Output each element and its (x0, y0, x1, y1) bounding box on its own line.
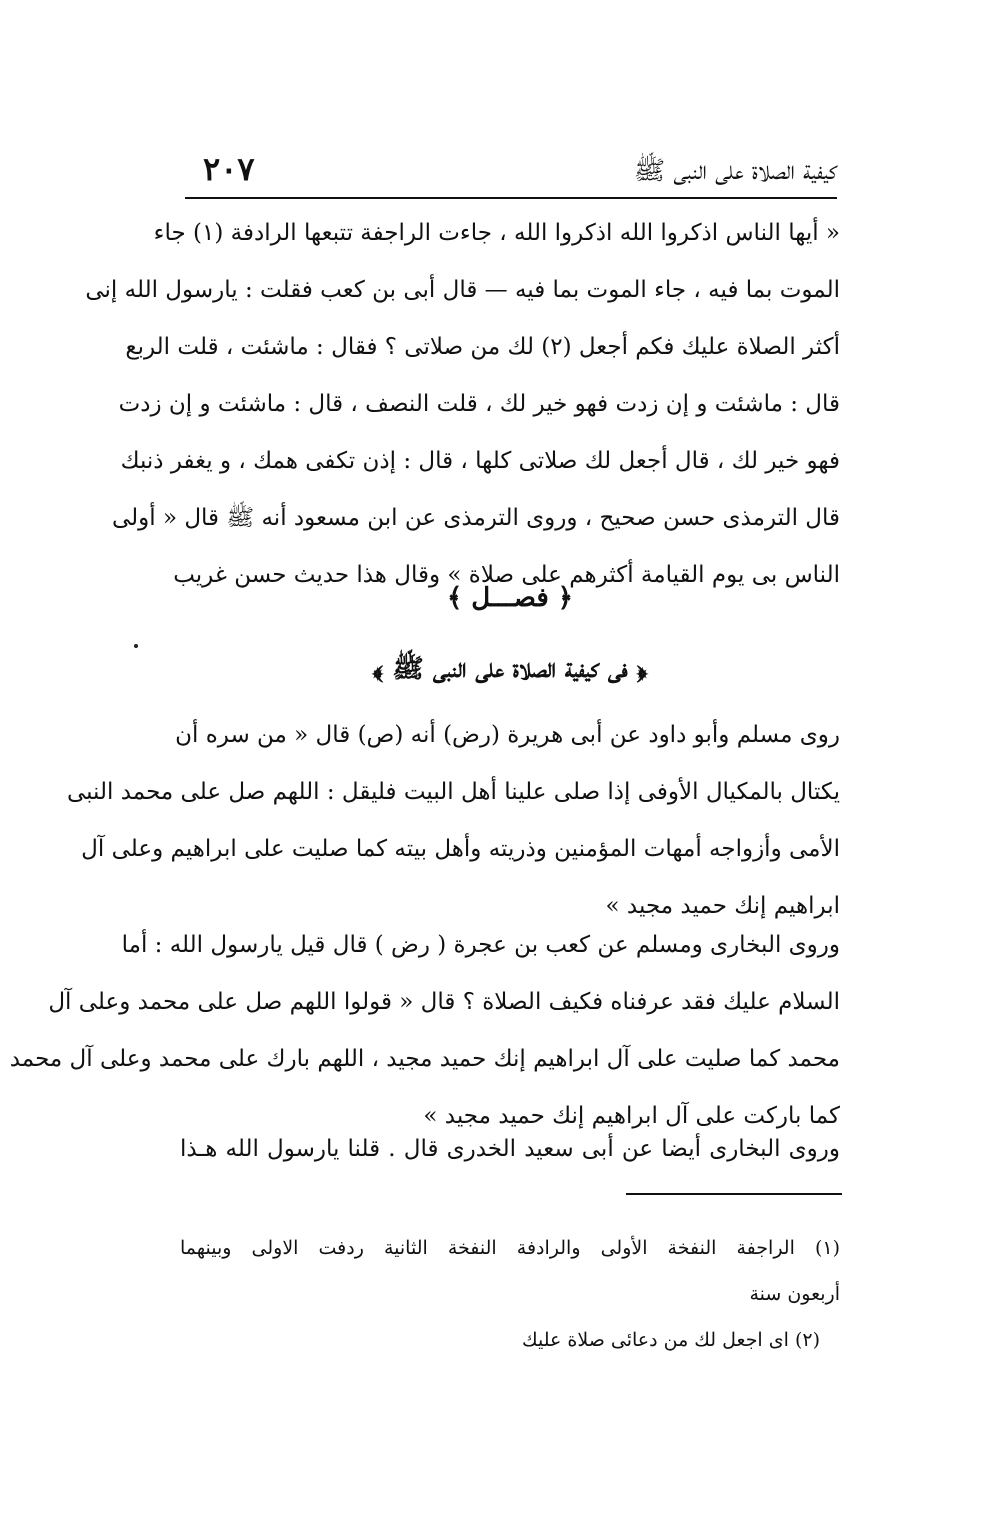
text-line: يكتال بالمكيال الأوفى إذا صلى علينا أهل البيت فليقل : اللهم صل على محمد النبى (66, 779, 840, 805)
paragraph-2 (66, 707, 840, 935)
text-line: وروى البخارى ومسلم عن كعب بن عجرة ( رض ) قال قيل يارسول الله : أما (121, 932, 840, 958)
text-line: الموت بما فيه ، جاء الموت بما فيه — قال أبى بن كعب فقلت : يارسول الله إنى (85, 277, 840, 303)
text-line: قال الترمذى حسن صحيح ، وروى الترمذى عن ابن مسعود أنه ﷺ قال « أولى (111, 505, 840, 531)
text-line: محمد كما صليت على آل ابراهيم إنك حميد مجيد ، اللهم بارك على محمد وعلى آل محمد (9, 1046, 840, 1072)
text-line: وروى البخارى أيضا عن أبى سعيد الخدرى قال . قلنا يارسول الله هـذا (180, 1136, 840, 1162)
paragraph-4 (180, 1121, 840, 1178)
paragraph-3 (9, 917, 840, 1145)
text-line: الأمى وأزواجه أمهات المؤمنين وذريته وأهل بيته كما صليت على ابراهيم وعلى آل (81, 836, 840, 862)
footnote-1-continuation: أربعون سنة (749, 1283, 840, 1305)
section-heading: ﴿ فصـــل ﴾ (446, 583, 574, 613)
print-speck (134, 644, 138, 648)
text-line: ابراهيم إنك حميد مجيد » (605, 893, 840, 919)
text-line: روى مسلم وأبو داود عن أبى هريرة (رض) أنه (ص) قال « من سره أن (175, 722, 840, 748)
text-line: السلام عليك فقد عرفناه فكيف الصلاة ؟ قال « قولوا اللهم صل على محمد وعلى آل (48, 989, 840, 1015)
paragraph-1 (85, 205, 840, 604)
text-line: أكثر الصلاة عليك فكم أجعل (٢) لك من صلاتى ؟ فقال : ماشئت ، قلت الربع (125, 334, 840, 360)
text-line: الناس بى يوم القيامة أكثرهم على صلاة » وقال هذا حديث حسن غريب (173, 562, 840, 588)
text-line: فهو خير لك ، قال أجعل لك صلاتى كلها ، قال : إذن تكفى همك ، و يغفر ذنبك (120, 448, 840, 474)
footnote-2: (٢) اى اجعل لك من دعائى صلاة عليك (521, 1329, 820, 1351)
section-subheading: ﴿ فى كيفية الصلاة على النبى ﷺ ﴾ (372, 654, 648, 684)
running-title: كيفية الصلاة على النبى ﷺ (633, 156, 837, 186)
footnotes (180, 1225, 840, 1363)
text-line: قال : ماشئت و إن زدت فهو خير لك ، قلت النصف ، قال : ماشئت و إن زدت (118, 391, 840, 417)
footnote-1: (١) الراجفة النفخة الأولى والرادفة النفخة الثانية ردفت الاولى وبينهما (180, 1237, 840, 1259)
page-header (185, 150, 837, 194)
header-rule (185, 197, 837, 199)
text-line: كما باركت على آل ابراهيم إنك حميد مجيد » (423, 1103, 840, 1129)
footnote-rule (626, 1193, 842, 1195)
page-number: ٢٠٧ (203, 150, 255, 188)
text-line: « أيها الناس اذكروا الله اذكروا الله ، جاءت الراجفة تتبعها الرادفة (١) جاء (153, 220, 840, 246)
